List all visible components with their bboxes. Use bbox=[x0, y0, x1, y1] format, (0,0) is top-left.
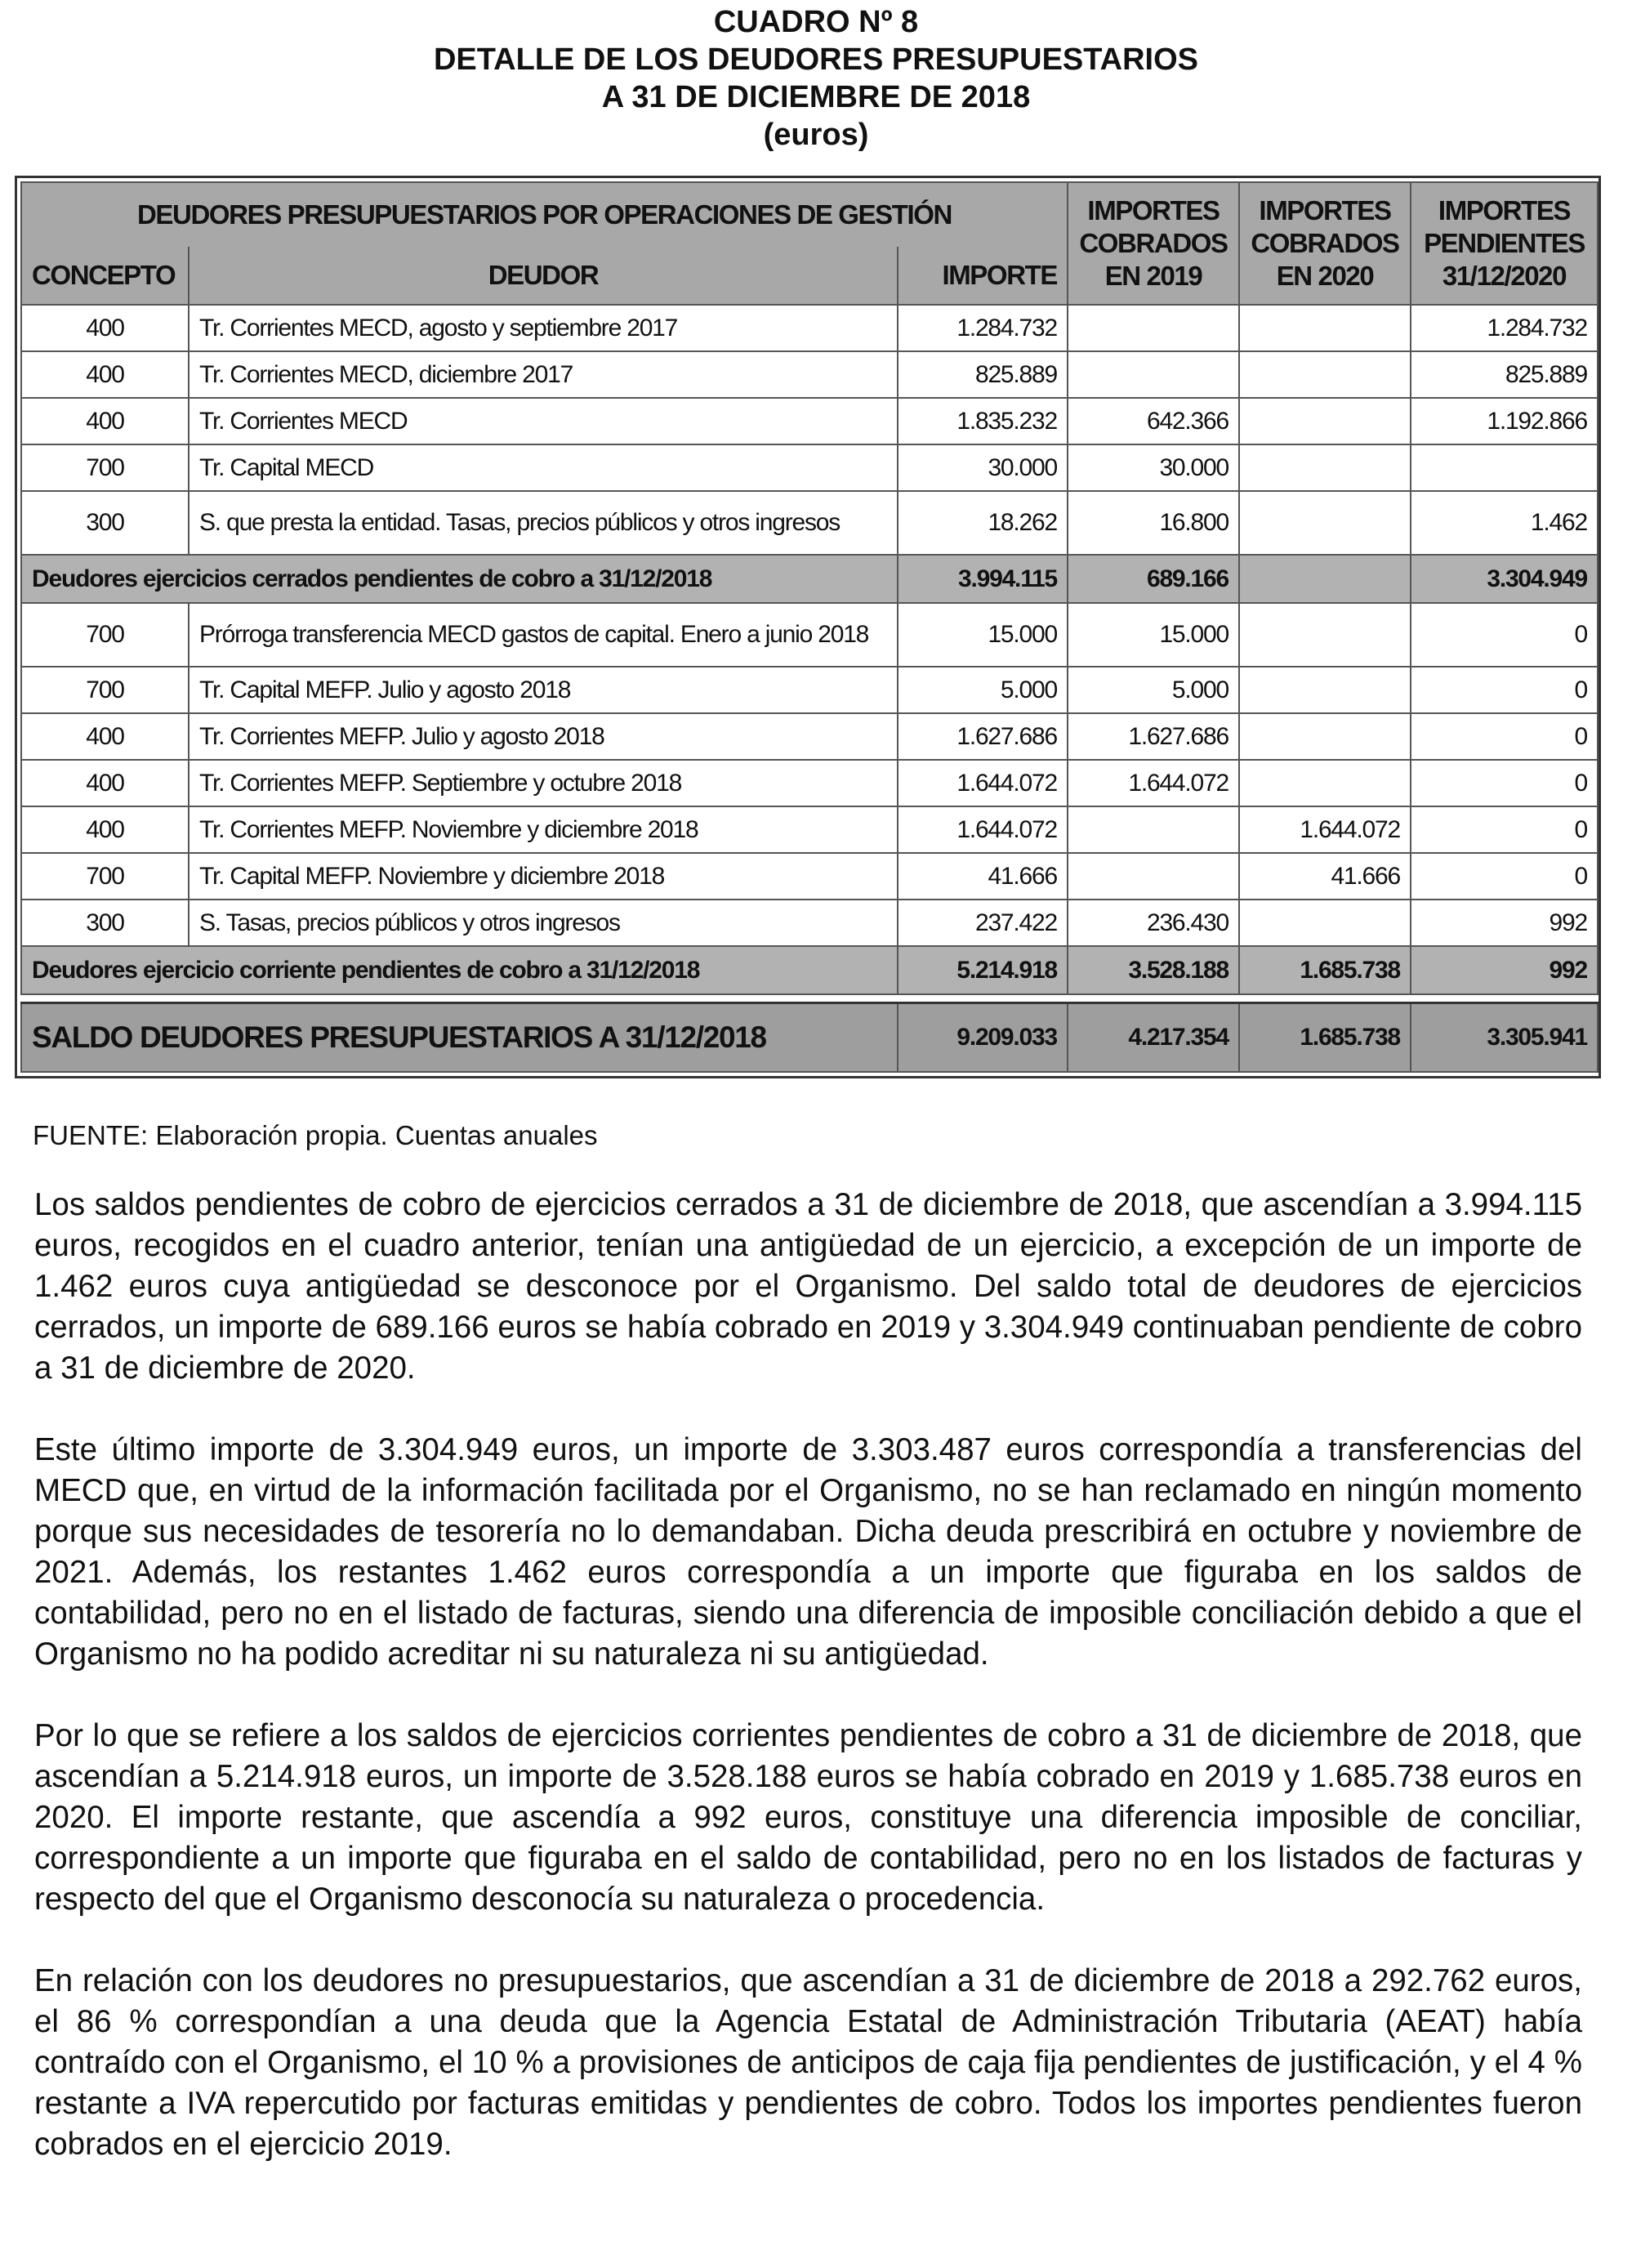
cell-pendiente: 0 bbox=[1411, 806, 1598, 853]
cell-importe: 18.262 bbox=[898, 491, 1068, 555]
cell-concepto: 400 bbox=[21, 760, 189, 806]
cell-pendiente bbox=[1411, 444, 1598, 491]
subtotal-cobrado-2020 bbox=[1239, 555, 1411, 603]
cell-cobrado-2019: 236.430 bbox=[1068, 900, 1239, 946]
title-line-2: DETALLE DE LOS DEUDORES PRESUPUESTARIOS bbox=[433, 42, 1199, 77]
col-header-concepto: CONCEPTO bbox=[21, 247, 189, 305]
cell-deudor: Tr. Corrientes MEFP. Noviembre y diciembre 2018 bbox=[189, 806, 898, 853]
cell-cobrado-2020 bbox=[1239, 760, 1411, 806]
cell-deudor: Tr. Corrientes MEFP. Julio y agosto 2018 bbox=[189, 713, 898, 760]
spacer-cell bbox=[21, 994, 1598, 1003]
cell-cobrado-2020 bbox=[1239, 900, 1411, 946]
cell-importe: 1.284.732 bbox=[898, 305, 1068, 351]
cell-deudor: Tr. Corrientes MECD, diciembre 2017 bbox=[189, 351, 898, 398]
cell-concepto: 400 bbox=[21, 351, 189, 398]
cell-cobrado-2019 bbox=[1068, 351, 1239, 398]
cell-deudor: Tr. Capital MEFP. Julio y agosto 2018 bbox=[189, 667, 898, 713]
cell-cobrado-2019: 1.627.686 bbox=[1068, 713, 1239, 760]
cell-pendiente: 0 bbox=[1411, 667, 1598, 713]
cell-cobrado-2019 bbox=[1068, 853, 1239, 900]
cell-importe: 237.422 bbox=[898, 900, 1068, 946]
debtors-table-frame bbox=[15, 176, 1601, 1078]
cell-deudor: Tr. Capital MECD bbox=[189, 444, 898, 491]
cell-cobrado-2019: 642.366 bbox=[1068, 398, 1239, 444]
closed-subtotal-row bbox=[21, 555, 1598, 603]
cell-pendiente: 0 bbox=[1411, 603, 1598, 667]
subtotal-importe: 5.214.918 bbox=[898, 946, 1068, 994]
cell-importe: 825.889 bbox=[898, 351, 1068, 398]
grand-total-label: SALDO DEUDORES PRESUPUESTARIOS A 31/12/2018 bbox=[21, 1003, 898, 1073]
cell-deudor: Tr. Corrientes MECD bbox=[189, 398, 898, 444]
cell-cobrado-2019: 15.000 bbox=[1068, 603, 1239, 667]
cell-pendiente: 992 bbox=[1411, 900, 1598, 946]
cell-cobrado-2020 bbox=[1239, 351, 1411, 398]
cell-cobrado-2020 bbox=[1239, 713, 1411, 760]
cell-cobrado-2020 bbox=[1239, 444, 1411, 491]
cell-deudor: Tr. Corrientes MEFP. Septiembre y octubre 2018 bbox=[189, 760, 898, 806]
cell-pendiente: 1.192.866 bbox=[1411, 398, 1598, 444]
title-line-1: CUADRO Nº 8 bbox=[713, 5, 919, 39]
cell-concepto: 400 bbox=[21, 806, 189, 853]
subtotal-cobrado-2019: 3.528.188 bbox=[1068, 946, 1239, 994]
cell-pendiente: 825.889 bbox=[1411, 351, 1598, 398]
cell-cobrado-2019 bbox=[1068, 305, 1239, 351]
table-row bbox=[21, 806, 1598, 853]
cell-cobrado-2019: 16.800 bbox=[1068, 491, 1239, 555]
table-row bbox=[21, 713, 1598, 760]
cell-pendiente: 0 bbox=[1411, 853, 1598, 900]
title-line-3: A 31 DE DICIEMBRE DE 2018 bbox=[601, 80, 1031, 114]
table-row bbox=[21, 444, 1598, 491]
cell-concepto: 700 bbox=[21, 853, 189, 900]
title-line-4: (euros) bbox=[763, 118, 869, 152]
subtotal-cobrado-2019: 689.166 bbox=[1068, 555, 1239, 603]
subtotal-cobrado-2020: 1.685.738 bbox=[1239, 946, 1411, 994]
grand-total-importe: 9.209.033 bbox=[898, 1003, 1068, 1073]
cell-importe: 1.644.072 bbox=[898, 806, 1068, 853]
cell-cobrado-2020 bbox=[1239, 398, 1411, 444]
section-header: DEUDORES PRESUPUESTARIOS POR OPERACIONES DE GESTIÓN bbox=[21, 182, 1068, 247]
cell-cobrado-2019: 30.000 bbox=[1068, 444, 1239, 491]
col-header-importe: IMPORTE bbox=[898, 247, 1068, 305]
cell-pendiente: 0 bbox=[1411, 713, 1598, 760]
cell-cobrado-2020 bbox=[1239, 603, 1411, 667]
cell-pendiente: 1.284.732 bbox=[1411, 305, 1598, 351]
paragraph: Los saldos pendientes de cobro de ejercicios cerrados a 31 de diciembre de 2018, que ascendían a 3.994.115 euros, recogidos en el cuadro anterior, tenían una antigüedad de un ejercicio, a excepción de un importe de 1.462 euros cuya antigüedad se desconoce por el Organismo. Del saldo total de deudores de ejercicios cerrados, un importe de 689.166 euros se había cobrado en 2019 y 3.304.949 continuaban pendiente de cobro a 31 de diciembre de 2020. bbox=[34, 1187, 1582, 1386]
cell-cobrado-2019: 5.000 bbox=[1068, 667, 1239, 713]
current-subtotal-row bbox=[21, 946, 1598, 994]
subtotal-pendiente: 992 bbox=[1411, 946, 1598, 994]
table-row bbox=[21, 900, 1598, 946]
col-header-cobrados-2020: IMPORTES COBRADOS EN 2020 bbox=[1239, 182, 1411, 305]
cell-importe: 1.644.072 bbox=[898, 760, 1068, 806]
cell-deudor: Tr. Corrientes MECD, agosto y septiembre 2017 bbox=[189, 305, 898, 351]
cell-concepto: 700 bbox=[21, 667, 189, 713]
cell-concepto: 300 bbox=[21, 491, 189, 555]
cell-deudor: S. Tasas, precios públicos y otros ingresos bbox=[189, 900, 898, 946]
cell-cobrado-2020 bbox=[1239, 667, 1411, 713]
cell-concepto: 700 bbox=[21, 603, 189, 667]
subtotal-label: Deudores ejercicios cerrados pendientes de cobro a 31/12/2018 bbox=[21, 555, 898, 603]
table-row bbox=[21, 603, 1598, 667]
cell-cobrado-2020 bbox=[1239, 491, 1411, 555]
grand-total-cobrado-2019: 4.217.354 bbox=[1068, 1003, 1239, 1073]
grand-total-row bbox=[21, 1003, 1598, 1073]
cell-importe: 15.000 bbox=[898, 603, 1068, 667]
cell-deudor: S. que presta la entidad. Tasas, precios públicos y otros ingresos bbox=[189, 491, 898, 555]
cell-cobrado-2020 bbox=[1239, 305, 1411, 351]
table-row bbox=[21, 760, 1598, 806]
table-row bbox=[21, 667, 1598, 713]
cell-concepto: 700 bbox=[21, 444, 189, 491]
table-row bbox=[21, 398, 1598, 444]
cell-pendiente: 0 bbox=[1411, 760, 1598, 806]
cell-deudor: Prórroga transferencia MECD gastos de capital. Enero a junio 2018 bbox=[189, 603, 898, 667]
debtors-table bbox=[20, 181, 1599, 1073]
table-row bbox=[21, 305, 1598, 351]
cell-concepto: 300 bbox=[21, 900, 189, 946]
cell-cobrado-2019 bbox=[1068, 806, 1239, 853]
cell-cobrado-2019: 1.644.072 bbox=[1068, 760, 1239, 806]
table-row bbox=[21, 351, 1598, 398]
cell-concepto: 400 bbox=[21, 713, 189, 760]
paragraph: Por lo que se refiere a los saldos de ejercicios corrientes pendientes de cobro a 31 de diciembre de 2018, que ascendían a 5.214.918 euros, un importe de 3.528.188 euros se había cobrado en 2019 y 1.685.738 euros en 2020. El importe restante, que ascendía a 992 euros, constituye una diferencia imposible de conciliar, correspondiente a un importe que figuraba en el saldo de contabilidad, pero no en los listados de facturas y respecto del que el Organismo desconocía su naturaleza o procedencia. bbox=[34, 1718, 1582, 1917]
cell-importe: 1.627.686 bbox=[898, 713, 1068, 760]
col-header-deudor: DEUDOR bbox=[189, 247, 898, 305]
col-header-pendientes: IMPORTES PENDIENTES 31/12/2020 bbox=[1411, 182, 1598, 305]
body-text bbox=[34, 1185, 1582, 2206]
table-row bbox=[21, 491, 1598, 555]
cell-cobrado-2020: 1.644.072 bbox=[1239, 806, 1411, 853]
subtotal-pendiente: 3.304.949 bbox=[1411, 555, 1598, 603]
cell-importe: 1.835.232 bbox=[898, 398, 1068, 444]
cell-pendiente: 1.462 bbox=[1411, 491, 1598, 555]
cell-deudor: Tr. Capital MEFP. Noviembre y diciembre 2018 bbox=[189, 853, 898, 900]
subtotal-importe: 3.994.115 bbox=[898, 555, 1068, 603]
cell-importe: 41.666 bbox=[898, 853, 1068, 900]
cell-concepto: 400 bbox=[21, 305, 189, 351]
table-title bbox=[0, 3, 1632, 154]
grand-total-pendiente: 3.305.941 bbox=[1411, 1003, 1598, 1073]
cell-importe: 5.000 bbox=[898, 667, 1068, 713]
table-spacer bbox=[21, 994, 1598, 1003]
paragraph: Este último importe de 3.304.949 euros, un importe de 3.303.487 euros correspondía a transferencias del MECD que, en virtud de la información facilitada por el Organismo, no se han reclamado en ningún momento porque sus necesidades de tesorería no lo demandaban. Dicha deuda prescribirá en octubre y noviembre de 2021. Además, los restantes 1.462 euros correspondía a un importe que figuraba en los saldos de contabilidad, pero no en el listado de facturas, siendo una diferencia de imposible conciliación debido a que el Organismo no ha podido acreditar ni su naturaleza ni su antigüedad. bbox=[34, 1432, 1582, 1672]
cell-importe: 30.000 bbox=[898, 444, 1068, 491]
paragraph: En relación con los deudores no presupuestarios, que ascendían a 31 de diciembre de 2018 a 292.762 euros, el 86 % correspondían a una deuda que la Agencia Estatal de Administración Tributaria (AEAT) había contraído con el Organismo, el 10 % a provisiones de anticipos de caja fija pendientes de justificación, y el 4 % restante a IVA repercutido por facturas emitidas y pendientes de cobro. Todos los importes pendientes fueron cobrados en el ejercicio 2019. bbox=[34, 1963, 1582, 2162]
cell-concepto: 400 bbox=[21, 398, 189, 444]
cell-cobrado-2020: 41.666 bbox=[1239, 853, 1411, 900]
grand-total-cobrado-2020: 1.685.738 bbox=[1239, 1003, 1411, 1073]
col-header-cobrados-2019: IMPORTES COBRADOS EN 2019 bbox=[1068, 182, 1239, 305]
table-row bbox=[21, 853, 1598, 900]
table-source: FUENTE: Elaboración propia. Cuentas anuales bbox=[33, 1120, 598, 1150]
subtotal-label: Deudores ejercicio corriente pendientes de cobro a 31/12/2018 bbox=[21, 946, 898, 994]
